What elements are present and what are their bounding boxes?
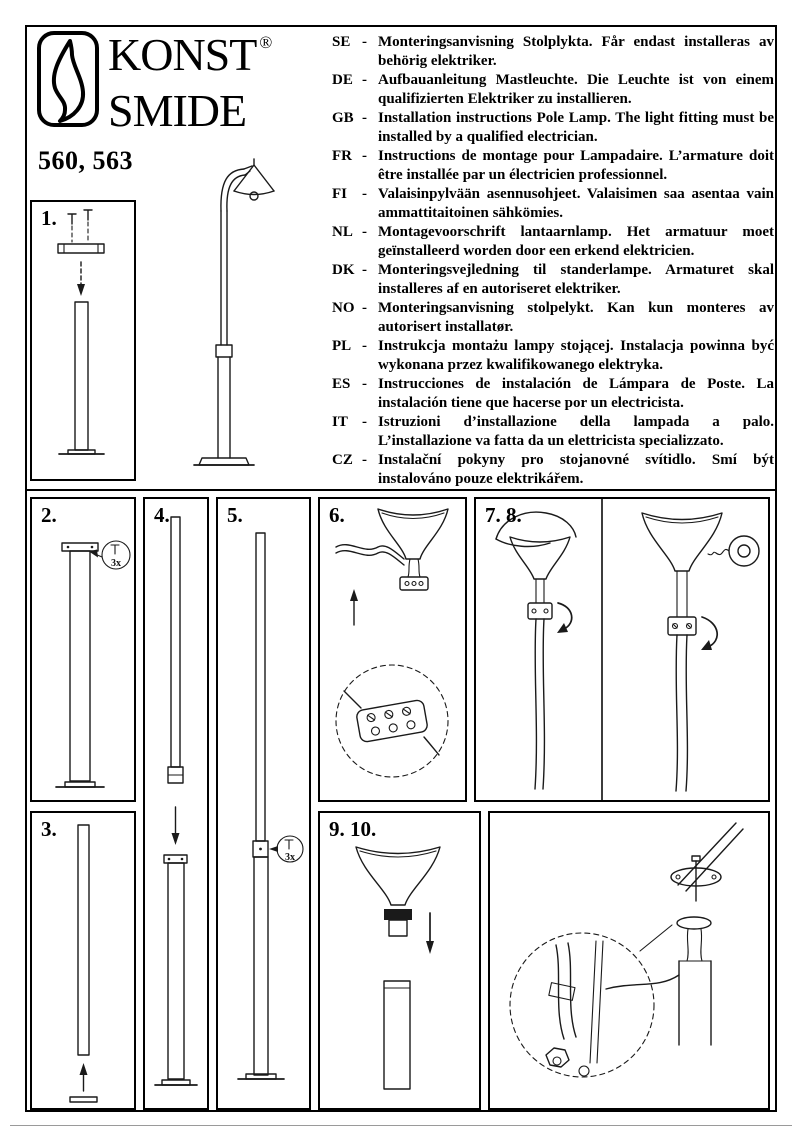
panel-step-4 [143, 497, 209, 1110]
instruction-row-gb [332, 109, 774, 147]
lang-code: FR [332, 148, 352, 164]
section-divider [25, 489, 777, 491]
step-6-label: 6. [329, 503, 345, 527]
step-3-label: 3. [41, 817, 57, 841]
lang-text: Monteringsanvisning Stolplykta. Får endast installeras av behörig elektriker. [378, 34, 774, 69]
panel-step-7-8 [474, 497, 770, 802]
lang-code: DK [332, 262, 355, 278]
step-2-diagram [32, 499, 134, 800]
instruction-row-cz [332, 451, 774, 489]
lang-text: Monteringsvejledning til standerlampe. Armaturet skal installeres af en autoriseret elektriker. [378, 262, 774, 297]
lang-separator: - [362, 224, 367, 240]
step-1-label: 1. [41, 206, 57, 230]
lang-code: ES [332, 376, 351, 392]
lang-text: Monteringsanvisning stolpelykt. Kan kun monteres av autorisert installatør. [378, 300, 774, 335]
lang-separator: - [362, 110, 367, 126]
lang-code: DE [332, 72, 353, 88]
step-4-diagram [145, 499, 207, 1108]
step-9-10-label: 9. 10. [329, 817, 377, 841]
lang-code: CZ [332, 452, 353, 468]
instruction-row-de [332, 71, 774, 109]
pole-lamp-illustration [166, 145, 286, 477]
instruction-row-nl [332, 223, 774, 261]
lang-text: Instrukcja montażu lampy stojącej. Instalacja powinna być wykonana przez kwalifikowanego elektryka. [378, 338, 774, 373]
lang-text: Instructions de montage pour Lampadaire. L’armature doit être installée par un électricien professionnel. [378, 148, 774, 183]
lang-code: PL [332, 338, 352, 354]
lang-text: Montagevoorschrift lantaarnlamp. Het armatuur moet geïnstalleerd worden door een erkend elektricien. [378, 224, 774, 259]
lang-code: IT [332, 414, 348, 430]
wiring-detail-diagram [490, 813, 768, 1108]
instruction-row-fr [332, 147, 774, 185]
step-1-diagram [32, 202, 134, 479]
screw-count-callout: 3x [111, 558, 121, 569]
flame-logo-icon [36, 30, 100, 128]
step-4-label: 4. [154, 503, 170, 527]
step-6-diagram [320, 499, 465, 800]
instruction-row-it [332, 413, 774, 451]
step-7-8-label: 7. 8. [485, 503, 522, 527]
instruction-row-no [332, 299, 774, 337]
lang-separator: - [362, 148, 367, 164]
language-instructions-list [332, 33, 774, 489]
step-3-diagram [32, 813, 134, 1108]
screw-count-callout: 3x [285, 852, 295, 863]
panel-step-3 [30, 811, 136, 1110]
terminal-block-detail [356, 699, 429, 742]
lamp-head [378, 509, 448, 559]
lang-separator: - [362, 262, 367, 278]
lang-separator: - [362, 186, 367, 202]
terminal-block [400, 577, 428, 590]
model-numbers: 560, 563 [38, 146, 133, 175]
step-5-diagram [218, 499, 309, 1108]
brand-name [108, 30, 272, 134]
lang-code: GB [332, 110, 354, 126]
lang-code: SE [332, 34, 351, 50]
lang-text: Istruzioni d’installazione della lampada a palo. L’installazione va fatta da un elettricista specializzato. [378, 414, 774, 449]
lang-separator: - [362, 34, 367, 50]
panel-step-9-10 [318, 811, 481, 1110]
panel-step-6 [318, 497, 467, 802]
lang-separator: - [362, 72, 367, 88]
brand-name-line2: SMIDE [108, 85, 247, 136]
step-9-10-diagram [320, 813, 479, 1108]
step-2-label: 2. [41, 503, 57, 527]
step-5-label: 5. [227, 503, 243, 527]
instruction-row-es [332, 375, 774, 413]
lang-text: Instalační pokyny pro stojanovné svítidlo. Smí být instalováno pouze elektrikářem. [378, 452, 774, 487]
brand-name-line1: KONST [108, 29, 257, 80]
lang-text: Installation instructions Pole Lamp. The light fitting must be installed by a qualified electrician. [378, 110, 774, 145]
lang-separator: - [362, 414, 367, 430]
lang-text: Valaisinpylvään asennusohjeet. Valaisimen saa asentaa vain ammattitaitoinen sähkömies. [378, 186, 774, 221]
step-7-8-diagram [476, 499, 768, 800]
lang-separator: - [362, 452, 367, 468]
lang-text: Aufbauanleitung Mastleuchte. Die Leuchte ist von einem qualifizierten Elektriker zu installieren. [378, 72, 774, 107]
lang-code: NL [332, 224, 353, 240]
instruction-row-se [332, 33, 774, 71]
panel-wiring-detail [488, 811, 770, 1110]
lang-separator: - [362, 338, 367, 354]
panel-step-5 [216, 497, 311, 1110]
registered-mark: ® [259, 33, 273, 52]
lang-code: FI [332, 186, 347, 202]
brand-logo [36, 30, 272, 134]
instruction-row-dk [332, 261, 774, 299]
panel-step-2 [30, 497, 136, 802]
lang-code: NO [332, 300, 355, 316]
page-cut-line [10, 1125, 792, 1126]
panel-step-1 [30, 200, 136, 481]
lang-separator: - [362, 300, 367, 316]
lang-text: Instrucciones de instalación de Lámpara de Poste. La instalación tiene que hacerse por un electricista. [378, 376, 774, 411]
instruction-row-fi [332, 185, 774, 223]
instruction-row-pl [332, 337, 774, 375]
lang-separator: - [362, 376, 367, 392]
